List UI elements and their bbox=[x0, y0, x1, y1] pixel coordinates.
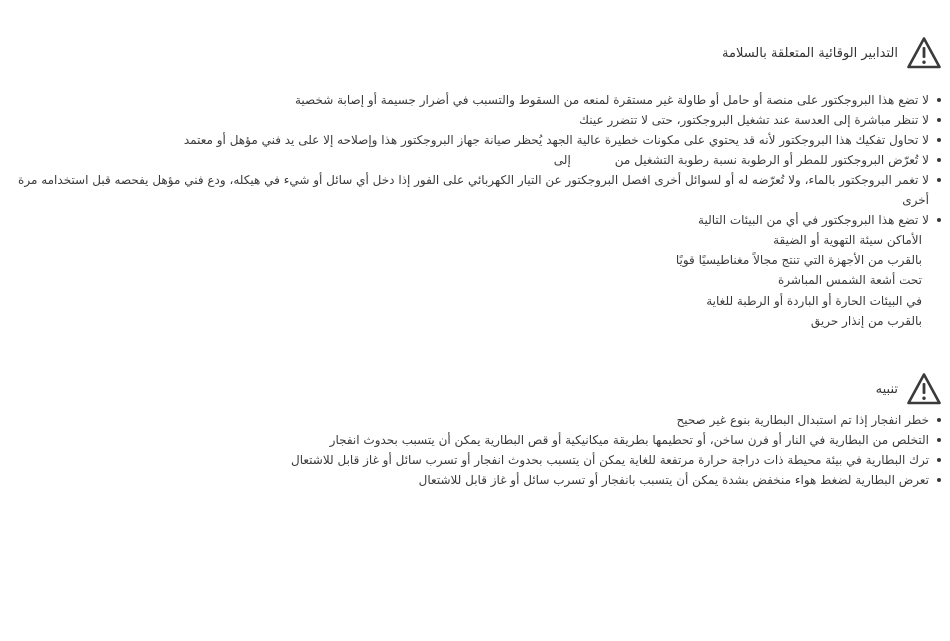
list-item: لا تضع هذا البروجكتور على منصة أو حامل أو طاولة غير مستقرة لمنعه من السقوط والتسبب في أضرار جسيمة أو إصابة شخصية bbox=[8, 90, 942, 110]
environments-list-item bbox=[8, 210, 942, 331]
caution-section bbox=[8, 372, 942, 490]
sub-list-item: الأماكن سيئة التهوية أو الضيقة bbox=[773, 233, 922, 247]
sub-list-item: بالقرب من إنذار حريق bbox=[810, 313, 922, 328]
environments-sublist bbox=[8, 230, 929, 331]
environments-label: لا تضع هذا البروجكتور في أي من البيئات التالية bbox=[698, 213, 929, 227]
caution-heading bbox=[8, 372, 942, 406]
safety-title: التدابير الوقائية المتعلقة بالسلامة bbox=[722, 46, 898, 61]
list-item: لا تحاول تفكيك هذا البروجكتور لأنه قد يحتوي على مكونات خطيرة عالية الجهد يُحظر صيانة جهاز البروجكتور هذا وإصلاحه إلا على يد فني مؤهل أو معتمد bbox=[8, 130, 942, 150]
safety-heading bbox=[8, 36, 942, 70]
safety-section bbox=[8, 36, 942, 331]
warning-triangle-icon bbox=[906, 372, 942, 406]
humidity-text-b: إلى bbox=[553, 153, 571, 167]
humidity-list-item bbox=[8, 150, 942, 170]
list-item: خطر انفجار إذا تم استبدال البطارية بنوع غير صحيح bbox=[8, 410, 942, 430]
humidity-text-a: لا تُعرّض البروجكتور للمطر أو الرطوبة نسبة رطوبة التشغيل من bbox=[614, 153, 929, 167]
list-item: تعرض البطارية لضغط هواء منخفض بشدة يمكن أن يتسبب بانفجار أو تسرب سائل أو غاز قابل للاشتعال bbox=[8, 470, 942, 490]
caution-list bbox=[8, 410, 942, 490]
list-item: لا تنظر مباشرة إلى العدسة عند تشغيل البروجكتور، حتى لا تتضرر عينك bbox=[8, 110, 942, 130]
sub-list-item: في البيئات الحارة أو الباردة أو الرطبة للغاية bbox=[706, 293, 922, 308]
sub-list-item: بالقرب من الأجهزة التي تنتج مجالاً مغناطيسيًا قويًا bbox=[675, 253, 922, 268]
list-item: لا تغمر البروجكتور بالماء، ولا تُعرّضه له أو لسوائل أخرى افصل البروجكتور عن التيار الكهربائي على الفور إذا دخل أي سائل أو شيء في هيكله، ودع فني مؤهل يفحصه قبل استخدامه مرة أخرى bbox=[8, 170, 942, 210]
list-item: ترك البطارية في بيئة محيطة ذات دراجة حرارة مرتفعة للغاية يمكن أن يتسبب بحدوث انفجار أو تسرب سائل أو غاز قابل للاشتعال bbox=[8, 450, 942, 470]
sub-list-item: تحت أشعة الشمس المباشرة bbox=[777, 273, 922, 288]
list-item: التخلص من البطارية في النار أو فرن ساخن، أو تحطيمها بطريقة ميكانيكية أو قص البطارية يمكن أن يتسبب بحدوث انفجار bbox=[8, 430, 942, 450]
safety-list bbox=[8, 90, 942, 331]
warning-triangle-icon bbox=[906, 36, 942, 70]
caution-title: تنبيه bbox=[875, 382, 898, 397]
